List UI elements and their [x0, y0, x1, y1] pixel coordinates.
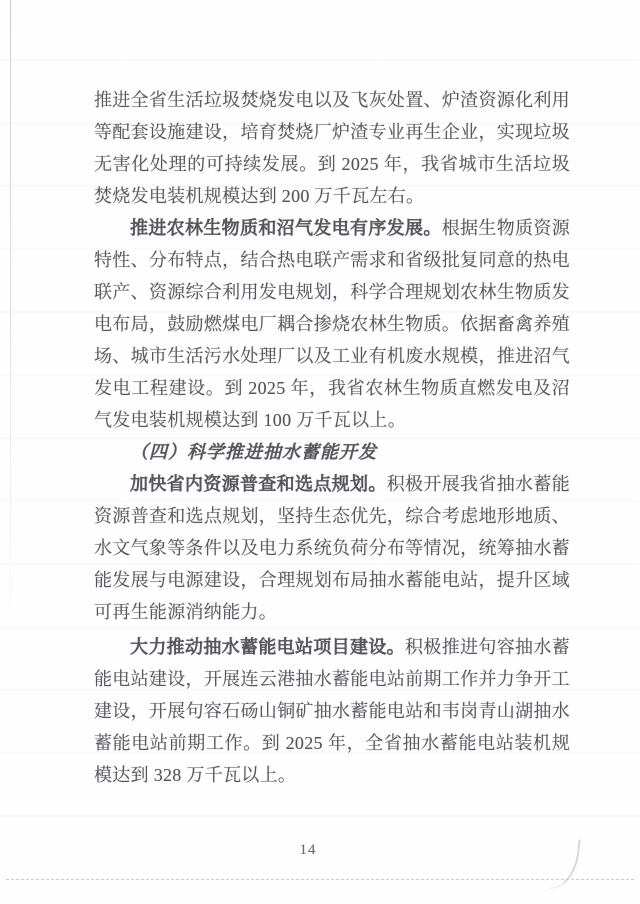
- paragraph-biomass-biogas: [94, 212, 570, 436]
- scan-corner-mark: [549, 837, 580, 891]
- page-number: 14: [299, 842, 317, 858]
- section-heading-pumped-storage: （四）科学推进抽水蓄能开发: [130, 442, 377, 462]
- paragraph-bold-lead: 推进农林生物质和沼气发电有序发展。: [130, 218, 442, 238]
- paragraph-resource-survey: [94, 468, 570, 628]
- paragraph-text: 积极开展我省抽水蓄能资源普查和选点规划，坚持生态优先，综合考虑地形地质、水文气象等条件以及电力系统负荷分布等情况，统筹抽水蓄能发展与电源建设，合理规划布局抽水蓄能电站，提升区域可再生能源消纳能力。: [94, 474, 570, 622]
- document-content: [94, 84, 570, 791]
- paragraph-bold-lead: 大力推动抽水蓄能电站项目建设。: [130, 637, 406, 657]
- paragraph-text: 积极推进句容抽水蓄能电站建设，开展连云港抽水蓄能电站前期工作并力争开工建设，开展句容石砀山铜矿抽水蓄能电站和韦岗青山湖抽水蓄能电站前期工作。到 2025 年，全省抽水蓄能电站装机规模达到 328 万千瓦以上。: [94, 637, 571, 785]
- paragraph-station-projects: [94, 631, 570, 791]
- paragraph-text: 根据生物质资源特性、分布特点，结合热电联产需求和省级批复同意的热电联产、资源综合利用发电规划，科学合理规划农林生物质发电布局，鼓励燃煤电厂耦合掺烧农林生物质。依据畜禽养殖场、城市生活污水处理厂以及工业有机废水规模，推进沼气发电工程建设。到 2025 年，我省农林生物质直燃发电及沼气发电装机规模达到 100 万千瓦以上。: [94, 218, 570, 430]
- paragraph-text: 推进全省生活垃圾焚烧发电以及飞灰处置、炉渣资源化利用等配套设施建设，培育焚烧厂炉渣专业再生企业，实现垃圾无害化处理的可持续发展。到 2025 年，我省城市生活垃圾焚烧发电装机规模达到 200 万千瓦左右。: [94, 90, 570, 206]
- paragraph-waste-incineration: [94, 84, 570, 212]
- scan-edge-artifact-bottom: [6, 879, 634, 880]
- paragraph-bold-lead: 加快省内资源普查和选点规划。: [130, 474, 387, 494]
- scan-edge-artifact-left: [10, 0, 11, 640]
